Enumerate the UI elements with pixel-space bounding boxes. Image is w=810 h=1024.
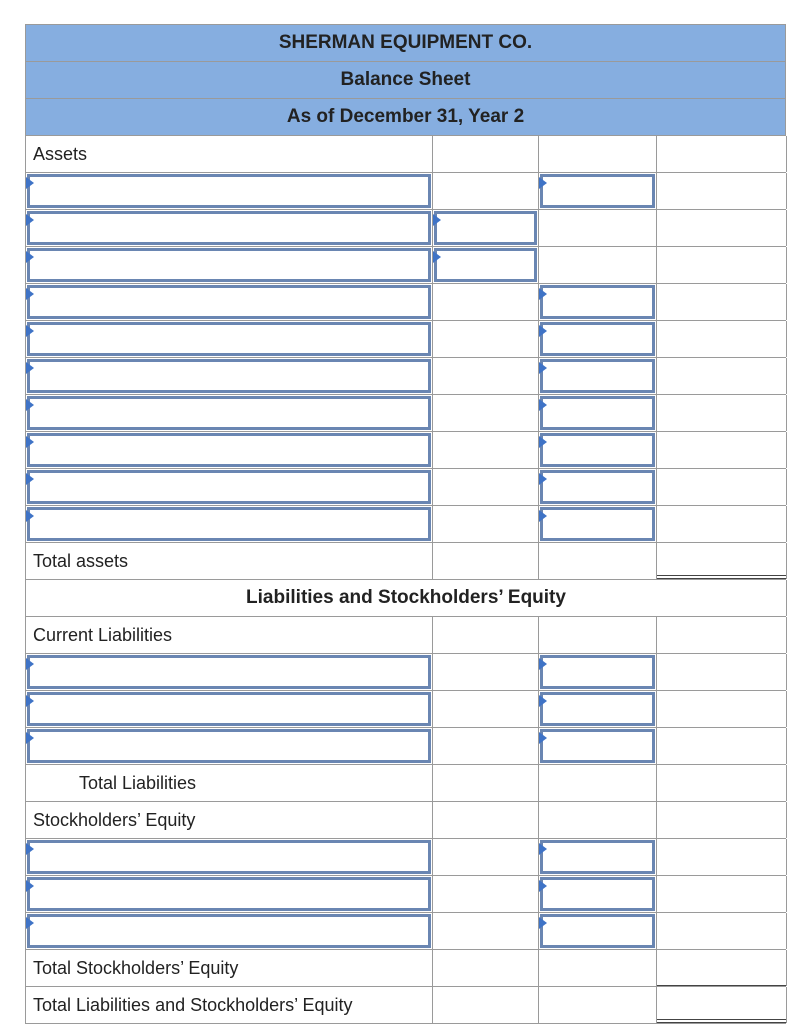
dropdown-arrow-icon (26, 325, 34, 337)
total-liab-equity-amount[interactable] (657, 987, 787, 1023)
dropdown-arrow-icon (26, 917, 34, 929)
dropdown-arrow-icon (26, 658, 34, 670)
total-liab-equity-row (25, 986, 786, 1024)
equity-row (25, 838, 786, 875)
dropdown-arrow-icon (26, 732, 34, 744)
liability-row (25, 653, 786, 690)
asset-account-dropdown[interactable] (27, 396, 431, 430)
total-assets-row (25, 542, 786, 579)
asset-subamount-input[interactable] (434, 211, 537, 245)
balance-sheet (25, 24, 786, 1024)
dropdown-arrow-icon (26, 288, 34, 300)
asset-account-dropdown[interactable] (27, 433, 431, 467)
equity-row (25, 912, 786, 949)
equity-amount-input[interactable] (540, 840, 655, 874)
dropdown-arrow-icon (539, 880, 547, 892)
assets-heading-row (25, 135, 786, 172)
assets-label: Assets (26, 136, 433, 172)
dropdown-arrow-icon (26, 843, 34, 855)
dropdown-arrow-icon (539, 843, 547, 855)
dropdown-arrow-icon (26, 436, 34, 448)
dropdown-arrow-icon (433, 251, 441, 263)
asset-subamount-input[interactable] (434, 248, 537, 282)
total-liabilities-row (25, 764, 786, 801)
dropdown-arrow-icon (26, 510, 34, 522)
liability-account-dropdown[interactable] (27, 729, 431, 763)
asset-account-dropdown[interactable] (27, 359, 431, 393)
dropdown-arrow-icon (539, 362, 547, 374)
statement-date: As of December 31, Year 2 (25, 98, 786, 135)
liability-account-dropdown[interactable] (27, 655, 431, 689)
total-equity-row (25, 949, 786, 986)
dropdown-arrow-icon (539, 325, 547, 337)
dropdown-arrow-icon (539, 695, 547, 707)
liability-amount-input[interactable] (540, 729, 655, 763)
asset-account-dropdown[interactable] (27, 248, 431, 282)
asset-amount-input[interactable] (540, 433, 655, 467)
liability-row (25, 690, 786, 727)
current-liabilities-label: Current Liabilities (26, 617, 433, 653)
dropdown-arrow-icon (26, 880, 34, 892)
equity-amount-input[interactable] (540, 914, 655, 948)
dropdown-arrow-icon (539, 436, 547, 448)
asset-amount-input[interactable] (540, 396, 655, 430)
dropdown-arrow-icon (539, 288, 547, 300)
dropdown-arrow-icon (539, 177, 547, 189)
equity-account-dropdown[interactable] (27, 877, 431, 911)
asset-row (25, 394, 786, 431)
asset-row (25, 320, 786, 357)
dropdown-arrow-icon (26, 695, 34, 707)
equity-amount-input[interactable] (540, 877, 655, 911)
total-liabilities-amount[interactable] (657, 765, 787, 801)
stockholders-equity-label: Stockholders’ Equity (26, 802, 433, 838)
current-liabilities-row (25, 616, 786, 653)
equity-row (25, 875, 786, 912)
equity-account-dropdown[interactable] (27, 914, 431, 948)
dropdown-arrow-icon (433, 214, 441, 226)
asset-account-dropdown[interactable] (27, 322, 431, 356)
total-liab-equity-label: Total Liabilities and Stockholders’ Equity (26, 987, 433, 1023)
asset-row (25, 468, 786, 505)
liability-row (25, 727, 786, 764)
dropdown-arrow-icon (539, 510, 547, 522)
asset-amount-input[interactable] (540, 174, 655, 208)
asset-row (25, 246, 786, 283)
dropdown-arrow-icon (539, 917, 547, 929)
asset-account-dropdown[interactable] (27, 507, 431, 541)
dropdown-arrow-icon (26, 473, 34, 485)
liab-equity-heading: Liabilities and Stockholders’ Equity (26, 580, 787, 616)
equity-account-dropdown[interactable] (27, 840, 431, 874)
dropdown-arrow-icon (26, 177, 34, 189)
dropdown-arrow-icon (26, 362, 34, 374)
asset-account-dropdown[interactable] (27, 285, 431, 319)
dropdown-arrow-icon (26, 399, 34, 411)
liab-equity-heading-row (25, 579, 786, 616)
liability-amount-input[interactable] (540, 692, 655, 726)
asset-account-dropdown[interactable] (27, 211, 431, 245)
asset-row (25, 357, 786, 394)
total-equity-amount[interactable] (657, 950, 787, 986)
asset-row (25, 431, 786, 468)
asset-row (25, 209, 786, 246)
liability-amount-input[interactable] (540, 655, 655, 689)
statement-title: Balance Sheet (25, 61, 786, 98)
dropdown-arrow-icon (539, 732, 547, 744)
asset-account-dropdown[interactable] (27, 174, 431, 208)
asset-row (25, 283, 786, 320)
asset-amount-input[interactable] (540, 285, 655, 319)
total-equity-label: Total Stockholders’ Equity (26, 950, 433, 986)
total-assets-amount[interactable] (657, 543, 787, 579)
liability-account-dropdown[interactable] (27, 692, 431, 726)
asset-amount-input[interactable] (540, 322, 655, 356)
dropdown-arrow-icon (26, 214, 34, 226)
total-liabilities-label: Total Liabilities (26, 765, 433, 801)
asset-amount-input[interactable] (540, 359, 655, 393)
total-assets-label: Total assets (26, 543, 433, 579)
dropdown-arrow-icon (539, 399, 547, 411)
company-name: SHERMAN EQUIPMENT CO. (25, 24, 786, 61)
asset-account-dropdown[interactable] (27, 470, 431, 504)
asset-row (25, 172, 786, 209)
dropdown-arrow-icon (539, 658, 547, 670)
asset-row (25, 505, 786, 542)
dropdown-arrow-icon (539, 473, 547, 485)
dropdown-arrow-icon (26, 251, 34, 263)
asset-amount-input[interactable] (540, 470, 655, 504)
asset-amount-input[interactable] (540, 507, 655, 541)
stockholders-equity-row (25, 801, 786, 838)
